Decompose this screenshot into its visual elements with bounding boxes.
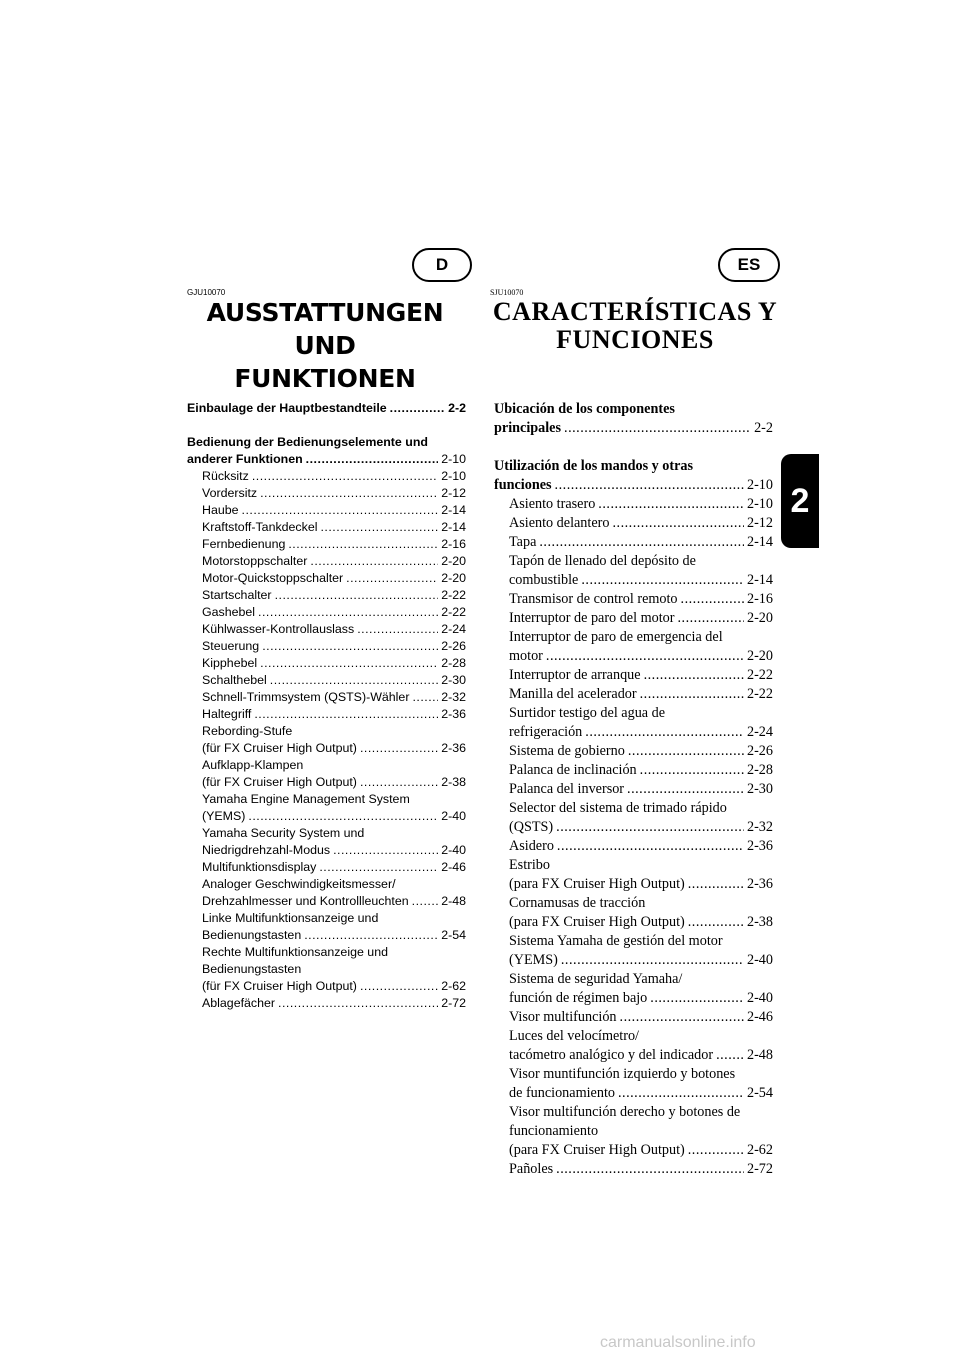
chapter-title-de-line1: AUSSTATTUNGEN UND	[206, 298, 444, 360]
toc-de-entry: Multifunktionsdisplay ..... 2-46	[187, 859, 466, 876]
toc-de-entry: Einbaulage der Hauptbestandteile ..... 2-2	[187, 400, 466, 417]
toc-es-entry: Luces del velocímetro/	[509, 1028, 640, 1044]
toc-de	[187, 400, 466, 1012]
toc-es-entry: Manilla del acelerador ..... 2-22	[494, 685, 773, 704]
toc-es-entry: Palanca del inversor ..... 2-30	[494, 780, 773, 799]
section-code-es: SJU10070	[490, 288, 524, 297]
toc-es-entry: Pañoles ..... 2-72	[494, 1160, 773, 1179]
toc-es-entry: Transmisor de control remoto ..... 2-16	[494, 590, 773, 609]
toc-de-entry: Gashebel ..... 2-22	[187, 604, 466, 621]
toc-de-entry: (YEMS) ..... 2-40	[187, 808, 466, 825]
toc-es	[494, 400, 773, 1179]
toc-de-entry: anderer Funktionen ..... 2-10	[187, 451, 466, 468]
toc-de-entry: Steuerung ..... 2-26	[187, 638, 466, 655]
toc-es-entry: motor ..... 2-20	[494, 647, 773, 666]
toc-es-entry: Sistema de gobierno ..... 2-26	[494, 742, 773, 761]
toc-de-entry: (für FX Cruiser High Output) ..... 2-38	[187, 774, 466, 791]
toc-de-entry: Schnell-Trimmsystem (QSTS)-Wähler ..... 2-32	[187, 689, 466, 706]
toc-es-entry: principales ..... 2-2	[494, 419, 773, 438]
chapter-title-de	[180, 296, 470, 395]
toc-es-entry: Surtidor testigo del agua de	[509, 705, 666, 721]
toc-es-entry: funcionamiento	[509, 1123, 599, 1139]
toc-es-entry: refrigeración ..... 2-24	[494, 723, 773, 742]
toc-es-entry: Visor multifunción derecho y botones de	[509, 1104, 741, 1120]
toc-de-entry: Niedrigdrehzahl-Modus ..... 2-40	[187, 842, 466, 859]
watermark: carmanualsonline.info	[600, 1334, 756, 1351]
chapter-title-es-line1: CARACTERÍSTICAS Y	[492, 297, 778, 326]
toc-de-entry: Rücksitz ..... 2-10	[187, 468, 466, 485]
toc-es-entry: (para FX Cruiser High Output) ..... 2-38	[494, 913, 773, 932]
toc-de-entry: (für FX Cruiser High Output) ..... 2-36	[187, 740, 466, 757]
toc-de-entry: Fernbedienung ..... 2-16	[187, 536, 466, 553]
toc-es-entry: Sistema de seguridad Yamaha/	[509, 971, 683, 987]
toc-de-entry: Kühlwasser-Kontrollauslass ..... 2-24	[187, 621, 466, 638]
toc-de-entry: Yamaha Engine Management System	[202, 792, 410, 806]
toc-es-entry: Asiento trasero ..... 2-10	[494, 495, 773, 514]
toc-es-entry: Visor muntifunción izquierdo y botones	[509, 1066, 736, 1082]
toc-es-entry: Asidero ..... 2-36	[494, 837, 773, 856]
toc-de-entry: Ablagefächer ..... 2-72	[187, 995, 466, 1012]
toc-de-entry: (für FX Cruiser High Output) ..... 2-62	[187, 978, 466, 995]
toc-de-entry: Startschalter ..... 2-22	[187, 587, 466, 604]
toc-de-entry: Haltegriff ..... 2-36	[187, 706, 466, 723]
toc-de-entry: Kipphebel ..... 2-28	[187, 655, 466, 672]
chapter-title-es	[490, 298, 780, 354]
toc-de-entry: Motor-Quickstoppschalter ..... 2-20	[187, 570, 466, 587]
toc-de-entry: Haube ..... 2-14	[187, 502, 466, 519]
toc-es-entry: (QSTS) ..... 2-32	[494, 818, 773, 837]
toc-es-entry: de funcionamiento ..... 2-54	[494, 1084, 773, 1103]
toc-es-entry: Tapa ..... 2-14	[494, 533, 773, 552]
chapter-title-es-line2: FUNCIONES	[556, 325, 714, 354]
toc-es-entry: Sistema Yamaha de gestión del motor	[509, 933, 723, 949]
toc-de-entry: Rebording-Stufe	[202, 724, 293, 738]
toc-de-entry: Analoger Geschwindigkeitsmesser/	[202, 877, 396, 891]
toc-de-entry: Vordersitz ..... 2-12	[187, 485, 466, 502]
lang-badge-de: D	[412, 248, 472, 282]
toc-es-entry: Tapón de llenado del depósito de	[509, 553, 696, 569]
toc-de-entry: Bedienungstasten	[202, 962, 302, 976]
toc-es-entry: Interruptor de paro del motor ..... 2-20	[494, 609, 773, 628]
toc-es-entry: Selector del sistema de trimado rápido	[509, 800, 727, 816]
section-code-de: GJU10070	[187, 288, 226, 297]
toc-es-entry: (para FX Cruiser High Output) ..... 2-36	[494, 875, 773, 894]
toc-es-entry: (para FX Cruiser High Output) ..... 2-62	[494, 1141, 773, 1160]
toc-es-entry: Palanca de inclinación ..... 2-28	[494, 761, 773, 780]
toc-de-entry: Yamaha Security System und	[202, 826, 365, 840]
toc-es-entry: Estribo	[509, 857, 550, 873]
toc-es-entry: funciones ..... 2-10	[494, 476, 773, 495]
toc-es-entry: Visor multifunción ..... 2-46	[494, 1008, 773, 1027]
toc-de-entry: Motorstoppschalter ..... 2-20	[187, 553, 466, 570]
toc-de-entry: Aufklapp-Klampen	[202, 758, 304, 772]
toc-de-entry: Bedienung der Bedienungselemente und	[187, 435, 428, 449]
toc-es-entry: Interruptor de arranque ..... 2-22	[494, 666, 773, 685]
toc-es-entry: Utilización de los mandos y otras	[494, 458, 694, 474]
toc-de-entry: Rechte Multifunktionsanzeige und	[202, 945, 388, 959]
toc-de-entry: Linke Multifunktionsanzeige und	[202, 911, 379, 925]
chapter-title-de-line2: FUNKTIONEN	[234, 364, 416, 393]
toc-es-entry: función de régimen bajo ..... 2-40	[494, 989, 773, 1008]
toc-es-entry: Cornamusas de tracción	[509, 895, 646, 911]
lang-badge-es: ES	[718, 248, 780, 282]
toc-es-entry: Asiento delantero ..... 2-12	[494, 514, 773, 533]
toc-es-entry: combustible ..... 2-14	[494, 571, 773, 590]
toc-es-entry: Interruptor de paro de emergencia del	[509, 629, 723, 645]
toc-es-entry: Ubicación de los componentes	[494, 401, 675, 417]
toc-de-entry: Drehzahlmesser und Kontrollleuchten ..... 2-48	[187, 893, 466, 910]
chapter-tab: 2	[781, 454, 819, 548]
toc-es-entry: tacómetro analógico y del indicador ..... 2-48	[494, 1046, 773, 1065]
toc-de-entry: Kraftstoff-Tankdeckel ..... 2-14	[187, 519, 466, 536]
toc-de-entry: Bedienungstasten ..... 2-54	[187, 927, 466, 944]
toc-de-entry: Schalthebel ..... 2-30	[187, 672, 466, 689]
toc-es-entry: (YEMS) ..... 2-40	[494, 951, 773, 970]
